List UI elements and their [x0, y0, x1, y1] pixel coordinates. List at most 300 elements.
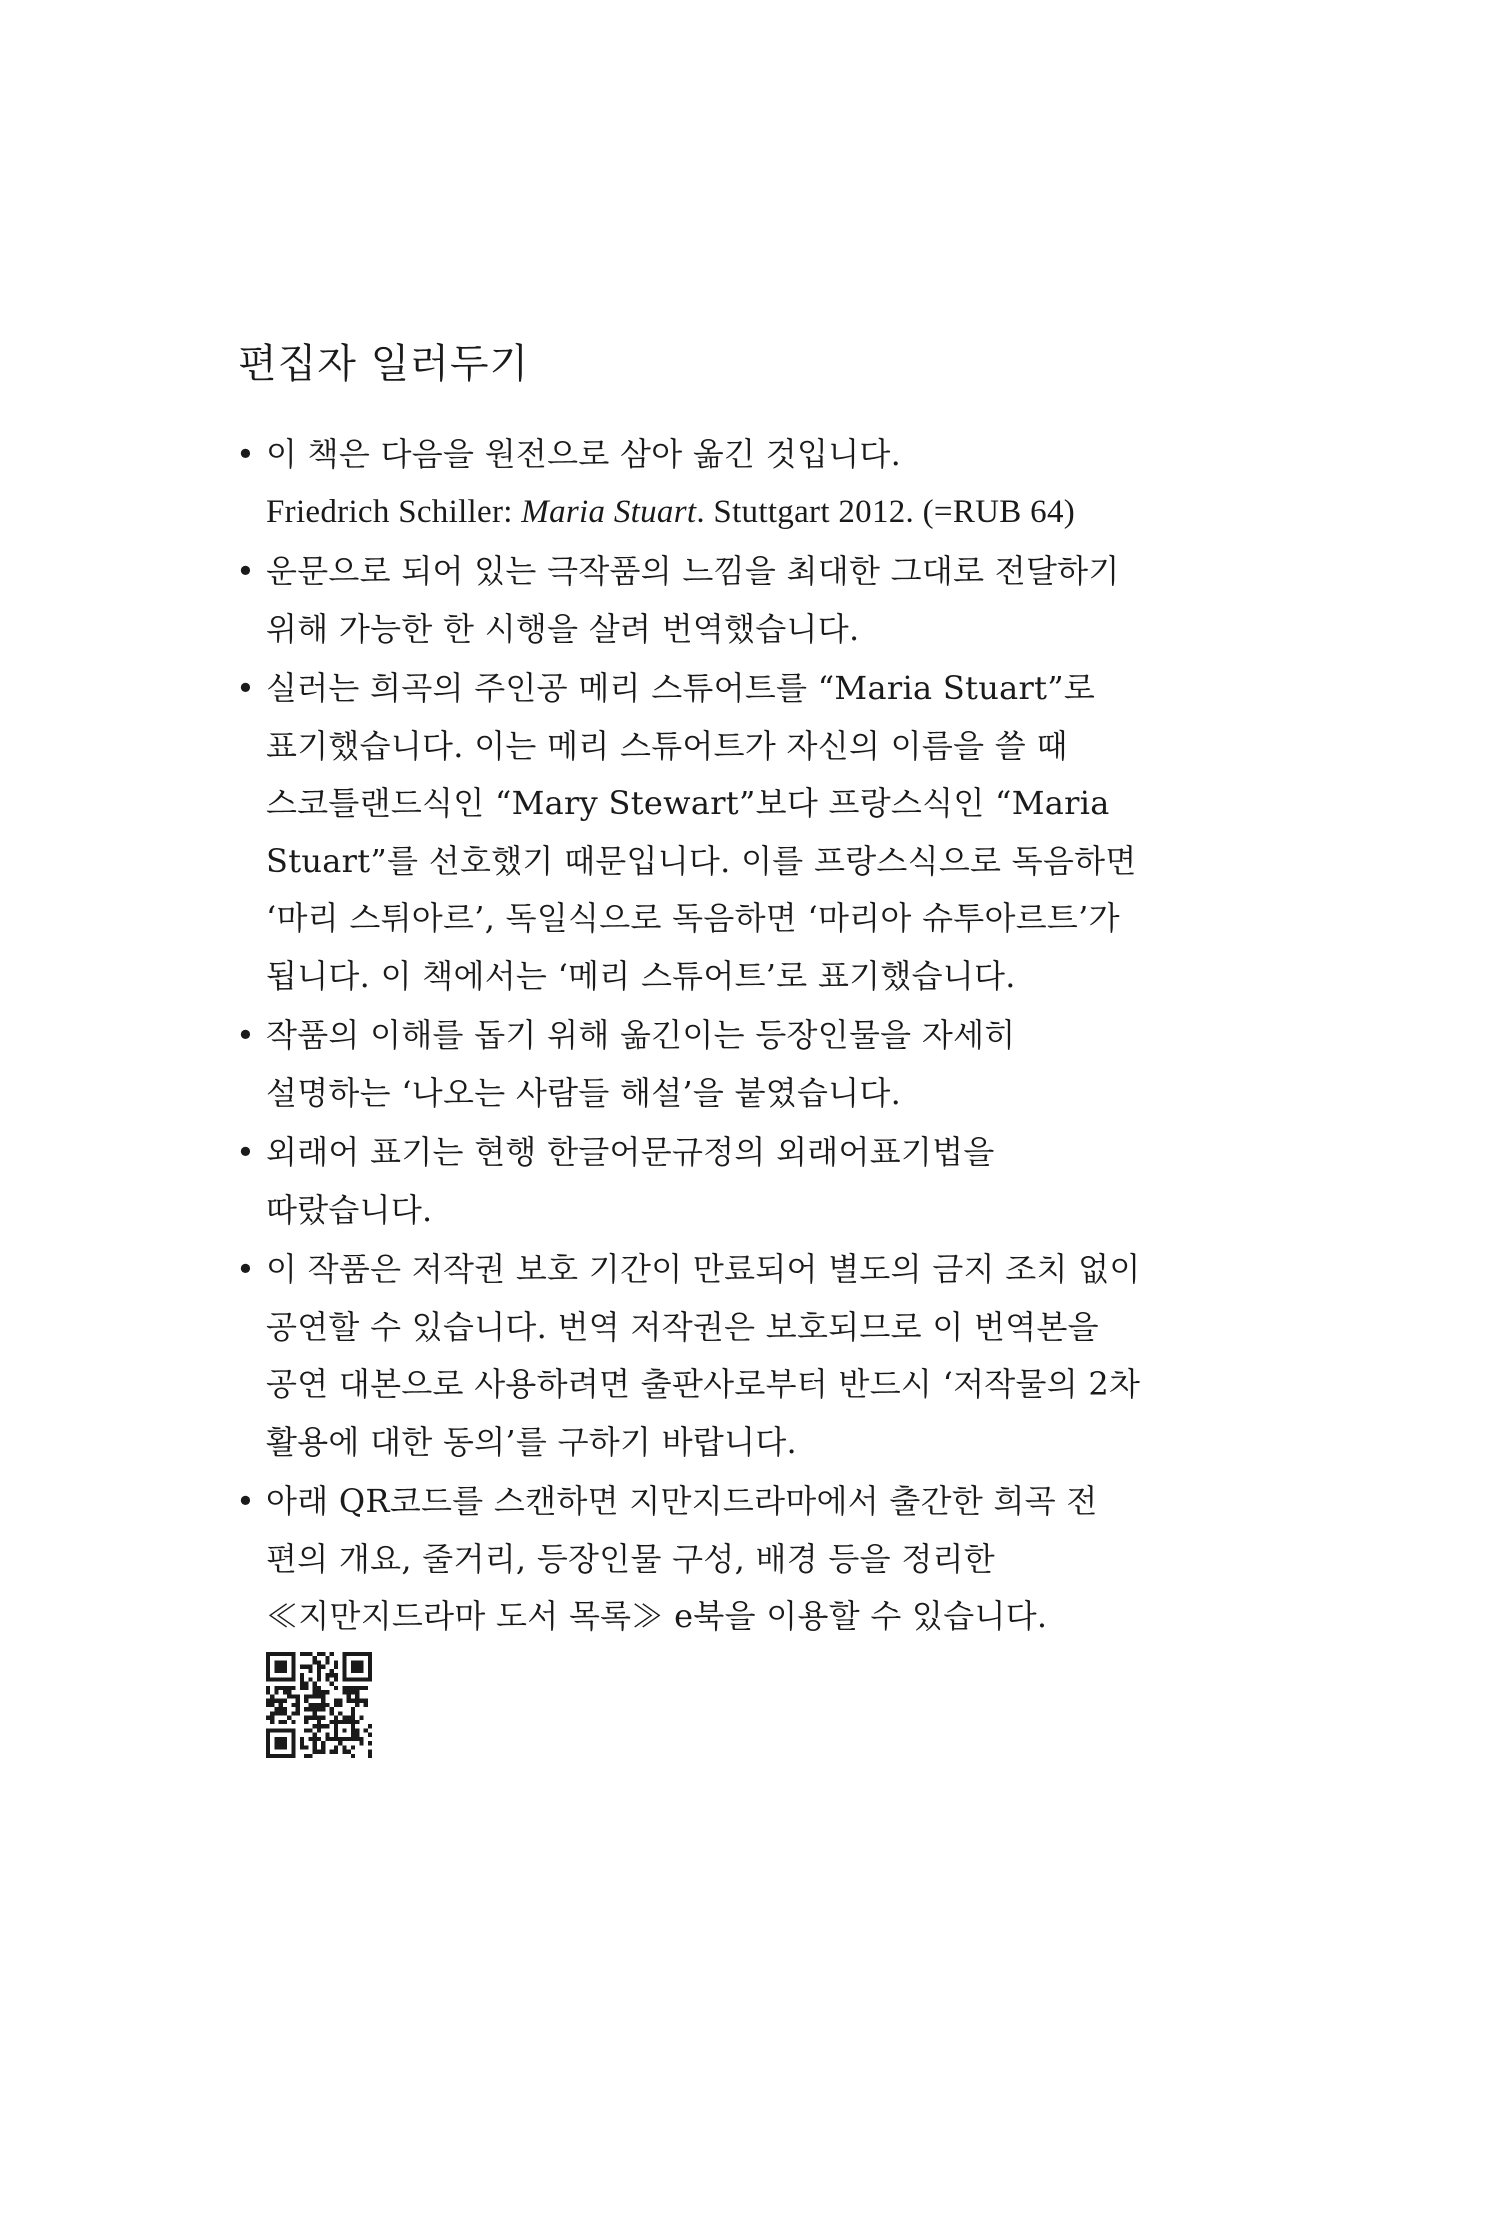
note-item: [236, 543, 1236, 658]
qr-module: [351, 1716, 355, 1720]
qr-module: [270, 1711, 274, 1715]
qr-module: [347, 1677, 351, 1681]
qr-module: [291, 1652, 295, 1656]
qr-module: [274, 1711, 278, 1715]
qr-module: [274, 1754, 278, 1758]
qr-module: [283, 1665, 287, 1669]
qr-module: [334, 1728, 338, 1732]
qr-module: [368, 1673, 372, 1677]
qr-module: [355, 1720, 359, 1724]
qr-module: [283, 1707, 287, 1711]
qr-module: [351, 1754, 355, 1758]
qr-module: [287, 1754, 291, 1758]
qr-module: [355, 1699, 359, 1703]
qr-module: [270, 1694, 274, 1698]
qr-module: [287, 1690, 291, 1694]
qr-module: [342, 1716, 346, 1720]
qr-module: [342, 1728, 346, 1732]
qr-module: [270, 1699, 274, 1703]
qr-module: [266, 1669, 270, 1673]
qr-module: [364, 1703, 368, 1707]
qr-module: [317, 1716, 321, 1720]
qr-module: [355, 1652, 359, 1656]
qr-module: [342, 1745, 346, 1749]
qr-module: [279, 1669, 283, 1673]
qr-module: [359, 1686, 363, 1690]
qr-module: [351, 1669, 355, 1673]
qr-module: [304, 1745, 308, 1749]
qr-module: [279, 1741, 283, 1745]
qr-module: [347, 1720, 351, 1724]
qr-module: [291, 1728, 295, 1732]
qr-module: [300, 1673, 304, 1677]
qr-module: [300, 1686, 304, 1690]
qr-module: [308, 1707, 312, 1711]
qr-module: [321, 1703, 325, 1707]
qr-module: [304, 1754, 308, 1758]
qr-module: [342, 1750, 346, 1754]
note-item: [236, 426, 1236, 541]
qr-module: [342, 1652, 346, 1656]
qr-module: [347, 1690, 351, 1694]
qr-module: [334, 1660, 338, 1664]
qr-module: [291, 1750, 295, 1754]
qr-module: [300, 1682, 304, 1686]
qr-module: [291, 1665, 295, 1669]
qr-module: [291, 1733, 295, 1737]
bullet: •: [236, 1016, 255, 1054]
qr-module: [325, 1677, 329, 1681]
qr-module: [291, 1656, 295, 1660]
bullet: •: [236, 435, 255, 473]
qr-module: [283, 1686, 287, 1690]
qr-module: [351, 1707, 355, 1711]
note-line: 공연할 수 있습니다. 번역 저작권은 보호되므로 이 번역본을: [266, 1307, 1099, 1346]
qr-module: [317, 1677, 321, 1681]
qr-module: [308, 1652, 312, 1656]
qr-module: [325, 1660, 329, 1664]
note-line: ≪지만지드라마 도서 목록≫ e북을 이용할 수 있습니다.: [266, 1597, 1048, 1635]
qr-module: [291, 1711, 295, 1715]
qr-module: [368, 1733, 372, 1737]
qr-module: [279, 1665, 283, 1669]
qr-module: [334, 1699, 338, 1703]
qr-module: [364, 1699, 368, 1703]
qr-module: [347, 1686, 351, 1690]
qr-module: [321, 1652, 325, 1656]
bullet: •: [236, 1482, 255, 1520]
qr-module: [279, 1745, 283, 1749]
qr-module: [317, 1673, 321, 1677]
qr-code-icon: [266, 1652, 372, 1758]
bullet: •: [236, 1133, 255, 1171]
qr-module: [266, 1660, 270, 1664]
qr-module: [342, 1677, 346, 1681]
qr-module: [291, 1694, 295, 1698]
source-details: . Stuttgart 2012. (=RUB 64): [696, 493, 1076, 530]
qr-module: [334, 1673, 338, 1677]
qr-module: [334, 1720, 338, 1724]
bullet: •: [236, 552, 255, 590]
qr-module: [304, 1728, 308, 1732]
qr-module: [313, 1733, 317, 1737]
qr-module: [274, 1652, 278, 1656]
qr-module: [321, 1750, 325, 1754]
qr-module: [313, 1660, 317, 1664]
qr-module: [338, 1699, 342, 1703]
qr-module: [368, 1754, 372, 1758]
qr-module: [270, 1716, 274, 1720]
qr-module: [304, 1707, 308, 1711]
qr-module: [330, 1652, 334, 1656]
qr-module: [266, 1754, 270, 1758]
qr-module: [279, 1754, 283, 1758]
qr-module: [317, 1720, 321, 1724]
qr-module: [351, 1745, 355, 1749]
qr-module: [291, 1660, 295, 1664]
qr-module: [304, 1699, 308, 1703]
qr-module: [291, 1741, 295, 1745]
qr-module: [317, 1707, 321, 1711]
qr-module: [270, 1728, 274, 1732]
qr-module: [304, 1665, 308, 1669]
qr-module: [283, 1669, 287, 1673]
qr-module: [291, 1703, 295, 1707]
qr-module: [279, 1703, 283, 1707]
qr-module: [342, 1665, 346, 1669]
qr-module: [279, 1686, 283, 1690]
qr-module: [334, 1724, 338, 1728]
qr-module: [266, 1656, 270, 1660]
qr-module: [283, 1660, 287, 1664]
qr-module: [364, 1686, 368, 1690]
qr-module: [330, 1750, 334, 1754]
qr-module: [351, 1720, 355, 1724]
qr-module: [338, 1741, 342, 1745]
note-line: 표기했습니다. 이는 메리 스튜어트가 자신의 이름을 쓸 때: [266, 726, 1068, 765]
qr-module: [355, 1677, 359, 1681]
note-line: 설명하는 ‘나오는 사람들 해설’을 붙였습니다.: [266, 1073, 902, 1112]
qr-module: [321, 1699, 325, 1703]
qr-module: [308, 1665, 312, 1669]
qr-module: [270, 1652, 274, 1656]
qr-module: [359, 1716, 363, 1720]
qr-module: [274, 1728, 278, 1732]
qr-module: [334, 1737, 338, 1741]
qr-module: [317, 1660, 321, 1664]
qr-module: [325, 1703, 329, 1707]
qr-module: [325, 1690, 329, 1694]
qr-module: [330, 1673, 334, 1677]
qr-module: [334, 1733, 338, 1737]
qr-module: [291, 1720, 295, 1724]
qr-module: [321, 1690, 325, 1694]
qr-module: [313, 1707, 317, 1711]
qr-module: [279, 1699, 283, 1703]
qr-module: [308, 1737, 312, 1741]
qr-module: [308, 1716, 312, 1720]
qr-module: [317, 1686, 321, 1690]
qr-module: [308, 1677, 312, 1681]
qr-module: [304, 1652, 308, 1656]
qr-module: [274, 1660, 278, 1664]
qr-module: [321, 1741, 325, 1745]
qr-module: [274, 1745, 278, 1749]
qr-module: [368, 1669, 372, 1673]
qr-module: [279, 1720, 283, 1724]
qr-module: [291, 1669, 295, 1673]
qr-module: [279, 1677, 283, 1681]
qr-module: [347, 1652, 351, 1656]
qr-module: [325, 1724, 329, 1728]
qr-module: [291, 1686, 295, 1690]
qr-module: [270, 1703, 274, 1707]
qr-module: [355, 1737, 359, 1741]
qr-module: [300, 1665, 304, 1669]
qr-module: [291, 1745, 295, 1749]
qr-module: [351, 1737, 355, 1741]
note-item: [236, 1007, 1236, 1122]
qr-module: [368, 1660, 372, 1664]
qr-module: [296, 1699, 300, 1703]
qr-module: [266, 1652, 270, 1656]
note-line: 실러는 희곡의 주인공 메리 스튜어트를 “Maria Stuart”로: [266, 669, 1096, 707]
qr-module: [313, 1741, 317, 1745]
qr-module: [330, 1720, 334, 1724]
qr-module: [330, 1707, 334, 1711]
qr-module: [368, 1677, 372, 1681]
qr-module: [266, 1690, 270, 1694]
qr-module: [359, 1660, 363, 1664]
qr-module: [355, 1694, 359, 1698]
qr-module: [291, 1737, 295, 1741]
qr-module: [347, 1699, 351, 1703]
qr-module: [321, 1745, 325, 1749]
qr-module: [300, 1741, 304, 1745]
editor-notes-list: [236, 426, 1236, 1648]
qr-module: [279, 1660, 283, 1664]
qr-module: [313, 1724, 317, 1728]
qr-module: [330, 1737, 334, 1741]
qr-module: [283, 1745, 287, 1749]
qr-module: [325, 1733, 329, 1737]
qr-module: [308, 1669, 312, 1673]
qr-module: [283, 1677, 287, 1681]
qr-module: [347, 1750, 351, 1754]
qr-module: [330, 1682, 334, 1686]
note-line: 공연 대본으로 사용하려면 출판사로부터 반드시 ‘저작물의 2차: [266, 1365, 1141, 1403]
qr-module: [359, 1652, 363, 1656]
qr-module: [287, 1716, 291, 1720]
qr-module: [355, 1660, 359, 1664]
qr-module: [313, 1745, 317, 1749]
qr-module: [283, 1737, 287, 1741]
note-line: 작품의 이해를 돕기 위해 옮긴이는 등장인물을 자세히: [266, 1016, 1016, 1054]
page-title: 편집자 일러두기: [238, 341, 530, 387]
qr-module: [317, 1652, 321, 1656]
qr-module: [338, 1737, 342, 1741]
qr-module: [355, 1669, 359, 1673]
qr-module: [313, 1750, 317, 1754]
qr-module: [304, 1716, 308, 1720]
note-line: 이 책은 다음을 원전으로 삼아 옮긴 것입니다.: [266, 435, 902, 473]
qr-module: [296, 1694, 300, 1698]
qr-module: [266, 1703, 270, 1707]
bullet: •: [236, 1250, 255, 1288]
qr-module: [308, 1728, 312, 1732]
bullet: •: [236, 669, 255, 707]
qr-module: [313, 1686, 317, 1690]
qr-module: [279, 1707, 283, 1711]
source-author: Friedrich Schiller:: [266, 493, 513, 530]
qr-module: [359, 1737, 363, 1741]
qr-module: [270, 1677, 274, 1681]
qr-module: [317, 1737, 321, 1741]
qr-module: [287, 1652, 291, 1656]
qr-module: [304, 1682, 308, 1686]
qr-module: [300, 1737, 304, 1741]
qr-module: [313, 1656, 317, 1660]
qr-module: [351, 1660, 355, 1664]
qr-module: [283, 1728, 287, 1732]
qr-module: [313, 1737, 317, 1741]
qr-module: [266, 1716, 270, 1720]
qr-module: [334, 1750, 338, 1754]
qr-module: [368, 1665, 372, 1669]
qr-module: [313, 1694, 317, 1698]
qr-module: [287, 1694, 291, 1698]
qr-module: [342, 1656, 346, 1660]
note-line: 이 작품은 저작권 보호 기간이 만료되어 별도의 금지 조치 없이: [266, 1250, 1141, 1288]
qr-module: [359, 1665, 363, 1669]
qr-module: [338, 1720, 342, 1724]
qr-module: [274, 1707, 278, 1711]
qr-module: [351, 1677, 355, 1681]
note-line: 스코틀랜드식인 “Mary Stewart”보다 프랑스식인 “Maria: [266, 784, 1110, 822]
qr-module: [368, 1652, 372, 1656]
qr-module: [351, 1733, 355, 1737]
qr-module: [359, 1741, 363, 1745]
note-line: 활용에 대한 동의’를 구하기 바랍니다.: [266, 1422, 798, 1461]
qr-module: [351, 1686, 355, 1690]
qr-module: [325, 1673, 329, 1677]
qr-module: [283, 1652, 287, 1656]
qr-module: [351, 1724, 355, 1728]
qr-module: [342, 1669, 346, 1673]
qr-module: [351, 1728, 355, 1732]
qr-module: [287, 1686, 291, 1690]
qr-module: [325, 1737, 329, 1741]
qr-module: [368, 1750, 372, 1754]
qr-module: [274, 1737, 278, 1741]
qr-module: [342, 1686, 346, 1690]
qr-module: [351, 1652, 355, 1656]
qr-module: [317, 1690, 321, 1694]
qr-module: [334, 1686, 338, 1690]
qr-module: [274, 1699, 278, 1703]
qr-module: [279, 1652, 283, 1656]
qr-module: [274, 1686, 278, 1690]
qr-module: [274, 1665, 278, 1669]
qr-module: [334, 1677, 338, 1681]
qr-module: [355, 1686, 359, 1690]
qr-module: [279, 1711, 283, 1715]
qr-module: [304, 1686, 308, 1690]
note-line: 따랐습니다.: [266, 1190, 433, 1229]
qr-module: [279, 1737, 283, 1741]
qr-module: [300, 1745, 304, 1749]
qr-module: [313, 1703, 317, 1707]
qr-module: [304, 1720, 308, 1724]
qr-module: [300, 1677, 304, 1681]
qr-module: [283, 1754, 287, 1758]
qr-module: [317, 1724, 321, 1728]
qr-module: [279, 1728, 283, 1732]
qr-module: [266, 1737, 270, 1741]
qr-module: [304, 1694, 308, 1698]
qr-module: [342, 1660, 346, 1664]
qr-module: [266, 1741, 270, 1745]
qr-module: [283, 1720, 287, 1724]
qr-module: [355, 1690, 359, 1694]
qr-module: [355, 1728, 359, 1732]
qr-module: [313, 1690, 317, 1694]
qr-module: [266, 1677, 270, 1681]
qr-module: [266, 1665, 270, 1669]
qr-module: [291, 1754, 295, 1758]
qr-module: [317, 1669, 321, 1673]
qr-module: [321, 1716, 325, 1720]
qr-module: [317, 1694, 321, 1698]
qr-module: [300, 1652, 304, 1656]
qr-module: [334, 1745, 338, 1749]
qr-module: [296, 1711, 300, 1715]
qr-module: [355, 1665, 359, 1669]
qr-module: [283, 1741, 287, 1745]
qr-module: [351, 1690, 355, 1694]
qr-module: [270, 1720, 274, 1724]
qr-module: [334, 1665, 338, 1669]
qr-module: [351, 1711, 355, 1715]
note-item: [236, 1124, 1236, 1239]
qr-module: [283, 1699, 287, 1703]
source-work-title: Maria Stuart: [521, 493, 697, 530]
qr-module: [338, 1711, 342, 1715]
qr-module: [287, 1677, 291, 1681]
qr-module: [266, 1673, 270, 1677]
qr-module: [355, 1703, 359, 1707]
qr-module: [274, 1669, 278, 1673]
note-item: [236, 660, 1236, 1005]
qr-module: [308, 1754, 312, 1758]
qr-module: [342, 1690, 346, 1694]
qr-module: [313, 1716, 317, 1720]
note-line: 됩니다. 이 책에서는 ‘메리 스튜어트’로 표기했습니다.: [266, 956, 1016, 995]
qr-module: [283, 1690, 287, 1694]
qr-module: [266, 1728, 270, 1732]
qr-module: [287, 1728, 291, 1732]
qr-module: [359, 1677, 363, 1681]
qr-module: [291, 1673, 295, 1677]
qr-module: [359, 1699, 363, 1703]
qr-module: [317, 1665, 321, 1669]
note-item: [236, 1241, 1236, 1471]
qr-module: [342, 1737, 346, 1741]
qr-module: [334, 1703, 338, 1707]
qr-module: [308, 1694, 312, 1698]
qr-module: [266, 1733, 270, 1737]
note-line: 아래 QR코드를 스캔하면 지만지드라마에서 출간한 희곡 전: [266, 1482, 1098, 1520]
